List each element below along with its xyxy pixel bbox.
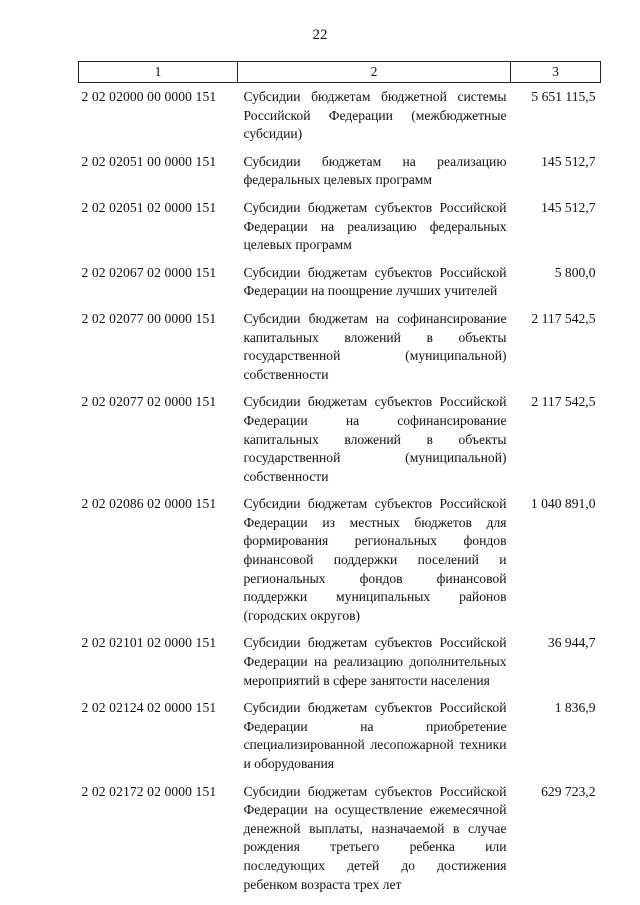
- column-header-name: 2: [238, 62, 511, 83]
- row-name: Субсидии бюджетам на софинансирование капитальных вложений в объекты государственной (муниципальной) собственности: [243, 310, 507, 382]
- row-code: 2 02 02051 00 0000 151: [81, 153, 217, 169]
- row-amount: 1 836,9: [554, 700, 596, 716]
- table-row: [79, 148, 601, 194]
- table-row: [79, 305, 601, 388]
- row-code: 2 02 02051 02 0000 151: [81, 199, 217, 215]
- row-amount: 145 512,7: [541, 199, 596, 215]
- row-name: Субсидии бюджетам субъектов Российской Федерации на осуществление ежемесячной денежной выплаты, назначаемой в случае рождения третьего ребенка или последующих детей до достижения ребенком возраста трех лет: [243, 783, 507, 892]
- table-body: [79, 83, 601, 899]
- row-name: Субсидии бюджетам субъектов Российской Федерации из местных бюджетов для формирования региональных фондов финансовой поддержки поселений и региональных фондов финансовой поддержки муниципальных районов (городских округов): [243, 496, 507, 623]
- table-row: [79, 629, 601, 694]
- row-amount: 5 651 115,5: [531, 89, 596, 104]
- row-code: 2 02 02172 02 0000 151: [81, 783, 217, 799]
- row-amount: 2 117 542,5: [531, 310, 596, 326]
- table-row: [79, 778, 601, 899]
- row-name: Субсидии бюджетам бюджетной системы Российской Федерации (межбюджетные субсидии): [243, 89, 507, 142]
- row-code: 2 02 02067 02 0000 151: [81, 264, 217, 280]
- row-amount: 145 512,7: [541, 153, 596, 169]
- page-number: 22: [312, 27, 328, 43]
- row-name: Субсидии бюджетам субъектов Российской Федерации на софинансирование капитальных вложений в объекты государственной (муниципальной) собственности: [243, 394, 507, 484]
- row-name: Субсидии бюджетам на реализацию федеральных целевых программ: [243, 153, 507, 188]
- budget-table: [78, 61, 601, 898]
- row-amount: 2 117 542,5: [531, 394, 596, 410]
- row-amount: 1 040 891,0: [530, 496, 596, 512]
- row-code: 2 02 02077 00 0000 151: [81, 310, 217, 326]
- row-code: 2 02 02086 02 0000 151: [81, 496, 217, 512]
- row-name: Субсидии бюджетам субъектов Российской Федерации на поощрение лучших учителей: [243, 264, 507, 299]
- row-name: Субсидии бюджетам субъектов Российской Федерации на реализацию федеральных целевых программ: [243, 199, 507, 253]
- row-name: Субсидии бюджетам субъектов Российской Федерации на приобретение специализированной лесопожарной техники и оборудования: [243, 700, 507, 771]
- table-row: [79, 490, 601, 629]
- table-row: [79, 694, 601, 777]
- row-amount: 36 944,7: [547, 635, 596, 651]
- table-row: [79, 388, 601, 490]
- table-header: [79, 62, 601, 83]
- column-header-code: 1: [79, 62, 238, 83]
- row-name: Субсидии бюджетам субъектов Российской Федерации на реализацию дополнительных мероприятий в сфере занятости населения: [243, 635, 507, 688]
- row-code: 2 02 02077 02 0000 151: [81, 394, 217, 410]
- table-row: [79, 194, 601, 259]
- row-amount: 629 723,2: [541, 783, 596, 799]
- row-code: 2 02 02124 02 0000 151: [81, 700, 217, 716]
- column-header-amount: 3: [511, 62, 601, 83]
- header-row: [79, 62, 601, 83]
- table-row: [79, 83, 601, 148]
- row-code: 2 02 02000 00 0000 151: [81, 89, 217, 104]
- row-code: 2 02 02101 02 0000 151: [81, 635, 217, 651]
- table-row: [79, 259, 601, 305]
- row-amount: 5 800,0: [554, 264, 596, 280]
